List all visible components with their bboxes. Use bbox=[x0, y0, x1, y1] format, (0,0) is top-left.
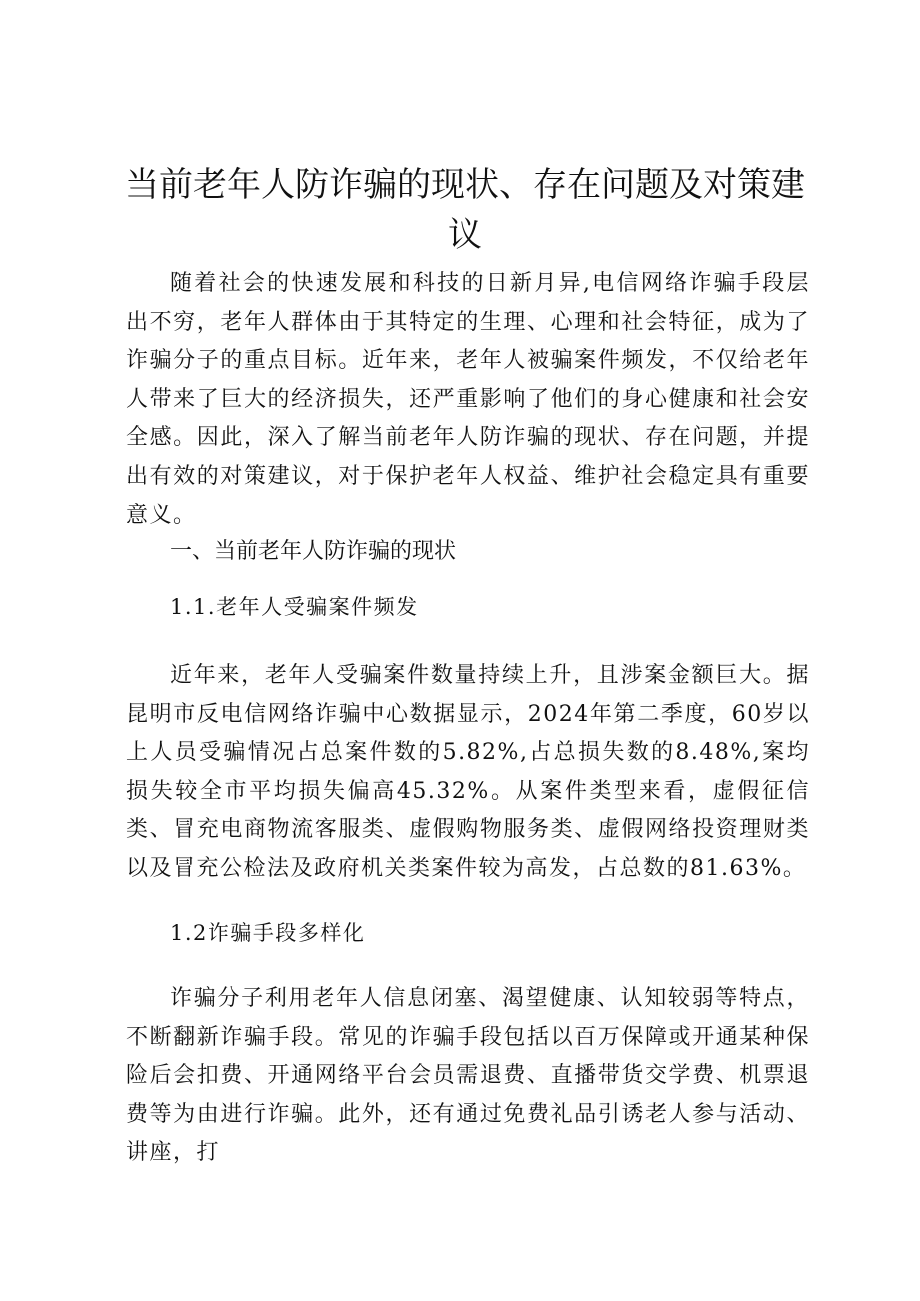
subsection-1-1-paragraph: 近年来，老年人受骗案件数量持续上升，且涉案金额巨大。据昆明市反电信网络诈骗中心数据显示，2024年第二季度，60岁以上人员受骗情况占总案件数的5.82%,占总损失数的8.48%,案均损失较全市平均损失偏高45.32%。从案件类型来看，虚假征信类、冒充电商物流客服类、虚假购物服务类、虚假网络投资理财类以及冒充公检法及政府机关类案件较为高发，占总数的81.63%。 bbox=[126, 663, 810, 881]
subsection-1-2-paragraph: 诈骗分子利用老年人信息闭塞、渴望健康、认知较弱等特点，不断翻新诈骗手段。常见的诈骗手段包括以百万保障或开通某种保险后会扣费、开通网络平台会员需退费、直播带货交学费、机票退费等为由进行诈骗。此外，还有通过免费礼品引诱老人参与活动、讲座，打 bbox=[126, 986, 810, 1166]
intro-paragraph: 随着社会的快速发展和科技的日新月异,电信网络诈骗手段层出不穷，老年人群体由于其特定的生理、心理和社会特征，成为了诈骗分子的重点目标。近年来，老年人被骗案件频发，不仅给老年人带来了巨大的经济损失，还严重影响了他们的身心健康和社会安全感。因此，深入了解当前老年人防诈骗的现状、存在问题，并提出有效的对策建议，对于保护老年人权益、维护社会稳定具有重要意义。 bbox=[126, 271, 810, 528]
section-1-heading: 一、当前老年人防诈骗的现状 bbox=[170, 539, 457, 564]
subsection-1-2-heading: 1.2诈骗手段多样化 bbox=[170, 921, 366, 945]
subsection-1-1-heading: 1.1.老年人受骗案件频发 bbox=[170, 595, 419, 619]
document-title: 当前老年人防诈骗的现状、存在问题及对策建议 bbox=[125, 165, 805, 255]
